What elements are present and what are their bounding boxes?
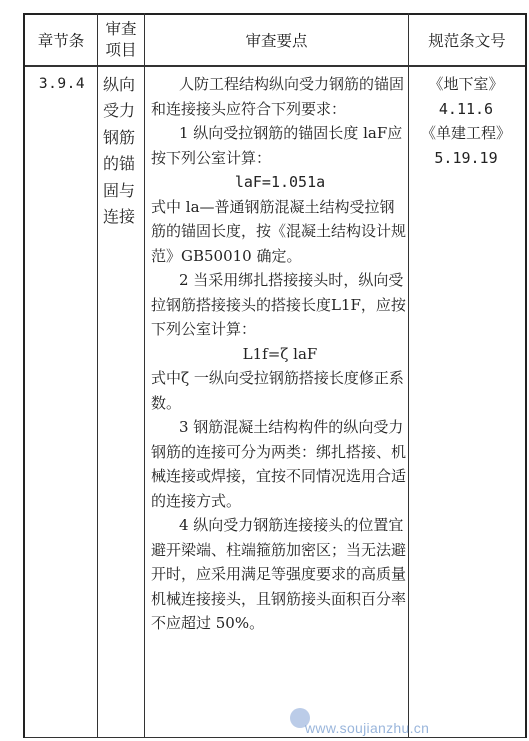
spec-references (410, 72, 522, 170)
table-top-border (23, 13, 527, 15)
requirement-3: 3 钢筋混凝土结构构件的纵向受力钢筋的连接可分为两类：绑扎搭接、机械连接或焊接，宜按不同情况选用合适的连接方式。 (151, 418, 407, 510)
formula-2-note: 式中ζ 一纵向受拉钢筋搭接长度修正系数。 (151, 369, 404, 412)
requirement-2: 2 当采用绑扎搭接接头时，纵向受拉钢筋搭接接头的搭接长度L1F，应按下列公室计算： (151, 271, 406, 338)
spec-ref-4: 5.19.19 (434, 148, 498, 167)
formula-2: L1f=ζ laF (242, 344, 318, 363)
spec-ref-3: 《单建工程》 (420, 124, 511, 142)
header-spec: 规范条文号 (428, 32, 506, 50)
requirement-1: 1 纵向受拉钢筋的锚固长度 laF应按下列公室计算： (151, 124, 403, 167)
header-bottom-border (23, 65, 527, 67)
table-bottom-border (23, 737, 527, 738)
chapter-number: 3.9.4 (38, 76, 86, 92)
review-item-text: 纵向 受力 钢筋 的锚 固与 连接 (103, 75, 136, 227)
table-left-border (23, 13, 25, 738)
header-chapter: 章节条 (37, 32, 85, 50)
formula-1-note: 式中 la—普通钢筋混凝土结构受拉钢筋的锚固长度，按《混凝土结构设计规范》GB50010 确定。 (151, 197, 407, 265)
table-right-border (525, 13, 527, 738)
requirement-4: 4 纵向受力钢筋连接接头的位置宜避开梁端、柱端箍筋加密区；当无法避开时，应采用满足等强度要求的高质量机械连接接头，且钢筋接头面积百分率不应超过 50%。 (151, 516, 407, 632)
requirement-intro: 人防工程结构纵向受力钢筋的锚固和连接接头应符合下列要求： (151, 75, 405, 118)
col-divider-2 (144, 13, 145, 738)
watermark-url: www.soujianzhu.cn (305, 720, 430, 736)
col-divider-1 (97, 13, 98, 738)
header-item-line2: 项目 (105, 41, 137, 59)
header-requirements: 审查要点 (245, 32, 308, 50)
spec-ref-1: 《地下室》 (428, 75, 504, 93)
spec-ref-2: 4.11.6 (438, 99, 494, 118)
formula-1: laF=1.051a (234, 173, 326, 191)
header-item-line1: 审查 (105, 20, 137, 38)
review-requirements (151, 72, 409, 636)
